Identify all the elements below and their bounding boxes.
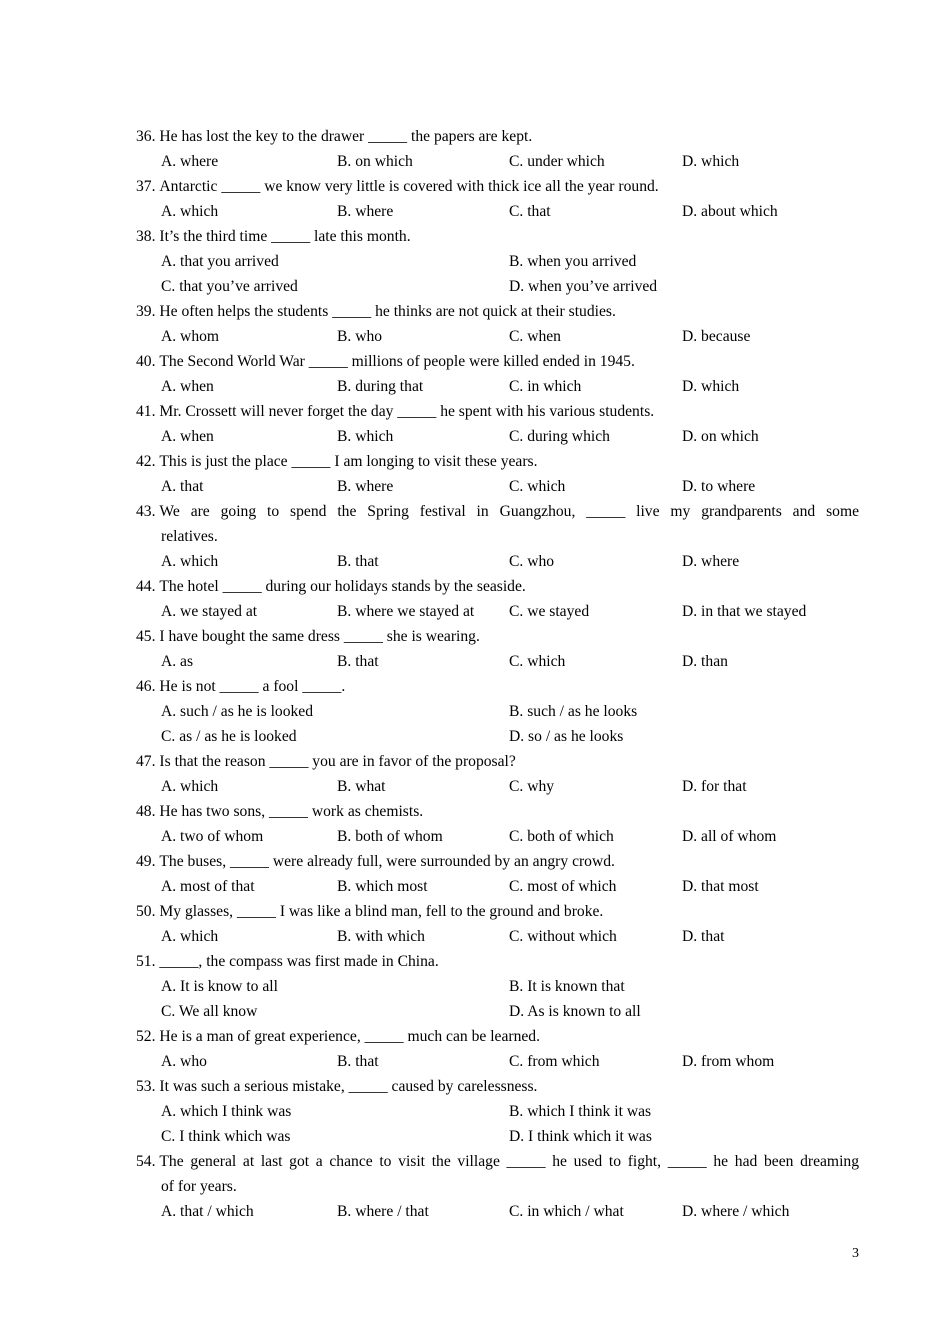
question-text-continued: of for years. [161,1178,237,1195]
option-c: C. which [509,478,566,495]
question-42 [136,449,859,499]
question-41 [136,399,859,449]
option-a: A. which [161,553,219,570]
option-b: B. which most [337,878,428,895]
option-c: C. both of which [509,828,614,845]
option-a: A. that [161,478,204,495]
option-b: B. on which [337,153,413,170]
option-d: D. from whom [682,1053,775,1070]
option-a: A. It is know to all [161,978,278,995]
question-number: 42. [136,453,156,470]
option-c: C. I think which was [161,1128,291,1145]
question-number: 50. [136,903,156,920]
question-number: 54. [136,1153,156,1170]
option-c: C. without which [509,928,617,945]
option-b: B. what [337,778,386,795]
option-b: B. who [337,328,383,345]
option-b: B. that [337,553,379,570]
question-47 [136,749,859,799]
question-text: _____, the compass was first made in China. [159,953,439,970]
option-d: D. in that we stayed [682,603,807,620]
option-a: A. as [161,653,194,670]
option-d: D. all of whom [682,828,777,845]
question-37 [136,174,859,224]
option-c: C. from which [509,1053,600,1070]
question-number: 49. [136,853,156,870]
option-c: C. we stayed [509,603,590,620]
question-number: 39. [136,303,156,320]
option-a: A. whom [161,328,220,345]
option-b: B. during that [337,378,424,395]
question-43 [136,499,859,574]
option-b: B. where / that [337,1203,429,1220]
option-d: D. about which [682,203,778,220]
question-text: It’s the third time _____ late this month. [159,228,411,245]
question-49 [136,849,859,899]
option-a: A. who [161,1053,207,1070]
question-39 [136,299,859,349]
option-a: A. where [161,153,219,170]
question-number: 52. [136,1028,156,1045]
option-a: A. that / which [161,1203,254,1220]
question-text-continued: relatives. [161,528,218,545]
option-d: D. to where [682,478,756,495]
option-b: B. such / as he looks [509,703,638,720]
question-text: He often helps the students _____ he thinks are not quick at their studies. [159,303,616,320]
option-c: C. during which [509,428,610,445]
option-a: A. which [161,203,219,220]
option-d: D. which [682,378,740,395]
question-text: The hotel _____ during our holidays stands by the seaside. [159,578,526,595]
page-number: 3 [852,1246,859,1261]
question-text: He has two sons, _____ work as chemists. [159,803,424,820]
question-54 [136,1149,859,1224]
question-44 [136,574,859,624]
option-d: D. I think which it was [509,1128,652,1145]
option-d: D. on which [682,428,759,445]
question-number: 53. [136,1078,156,1095]
question-40 [136,349,859,399]
option-c: C. that you’ve arrived [161,278,298,295]
question-number: 47. [136,753,156,770]
question-36 [136,124,859,174]
question-number: 48. [136,803,156,820]
option-b: B. which I think it was [509,1103,652,1120]
question-51 [136,949,859,1024]
option-c: C. why [509,778,555,795]
question-text: This is just the place _____ I am longing to visit these years. [159,453,538,470]
option-a: A. that you arrived [161,253,279,270]
option-b: B. both of whom [337,828,443,845]
question-48 [136,799,859,849]
option-b: B. which [337,428,394,445]
question-52 [136,1024,859,1074]
option-b: B. It is known that [509,978,625,995]
question-53 [136,1074,859,1149]
question-number: 46. [136,678,156,695]
option-c: C. most of which [509,878,617,895]
question-text: He is not _____ a fool _____. [159,678,346,695]
question-number: 41. [136,403,156,420]
question-45 [136,624,859,674]
question-number: 44. [136,578,156,595]
question-text: The Second World War _____ millions of people were killed ended in 1945. [159,353,635,370]
option-a: A. when [161,428,214,445]
question-text: Mr. Crossett will never forget the day _____ he spent with his various students. [159,403,655,420]
option-c: C. when [509,328,561,345]
question-number: 38. [136,228,156,245]
question-number: 36. [136,128,156,145]
option-a: A. which I think was [161,1103,292,1120]
question-text: Is that the reason _____ you are in favor of the proposal? [159,753,516,770]
question-text: It was such a serious mistake, _____ caused by carelessness. [159,1078,538,1095]
option-d: D. for that [682,778,747,795]
option-a: A. which [161,778,219,795]
option-a: A. two of whom [161,828,264,845]
option-a: A. we stayed at [161,603,258,620]
option-b: B. that [337,653,379,670]
option-c: C. who [509,553,555,570]
option-c: C. as / as he is looked [161,728,297,745]
question-text: Antarctic _____ we know very little is covered with thick ice all the year round. [159,178,659,195]
question-text: We are going to spend the Spring festival in Guangzhou, _____ live my grandparents and some [159,503,859,520]
option-d: D. where [682,553,740,570]
option-a: A. such / as he is looked [161,703,314,720]
option-b: B. with which [337,928,425,945]
option-c: C. which [509,653,566,670]
option-a: A. which [161,928,219,945]
option-d: D. which [682,153,740,170]
option-d: D. because [682,328,751,345]
option-c: C. that [509,203,551,220]
option-a: A. when [161,378,214,395]
option-a: A. most of that [161,878,255,895]
question-number: 43. [136,503,156,520]
option-c: C. under which [509,153,605,170]
option-b: B. that [337,1053,379,1070]
question-number: 37. [136,178,156,195]
option-b: B. where we stayed at [337,603,475,620]
option-d: D. than [682,653,728,670]
question-text: He has lost the key to the drawer _____ the papers are kept. [159,128,533,145]
option-d: D. that most [682,878,759,895]
question-number: 45. [136,628,156,645]
option-d: D. where / which [682,1203,790,1220]
question-text: I have bought the same dress _____ she is wearing. [159,628,480,645]
question-text: He is a man of great experience, _____ much can be learned. [159,1028,540,1045]
option-c: C. in which [509,378,582,395]
option-b: B. where [337,203,394,220]
question-text: The buses, _____ were already full, were surrounded by an angry crowd. [159,853,615,870]
question-number: 51. [136,953,156,970]
question-50 [136,899,859,949]
option-d: D. that [682,928,725,945]
option-c: C. We all know [161,1003,258,1020]
question-text: My glasses, _____ I was like a blind man, fell to the ground and broke. [159,903,604,920]
option-d: D. when you’ve arrived [509,278,658,295]
option-d: D. so / as he looks [509,728,624,745]
option-b: B. where [337,478,394,495]
question-text: The general at last got a chance to visit the village _____ he used to fight, _____ he had been dreaming [159,1153,859,1170]
question-46 [136,674,859,749]
option-d: D. As is known to all [509,1003,641,1020]
question-list [136,124,859,1224]
question-38 [136,224,859,299]
option-b: B. when you arrived [509,253,637,270]
question-number: 40. [136,353,156,370]
option-c: C. in which / what [509,1203,624,1220]
